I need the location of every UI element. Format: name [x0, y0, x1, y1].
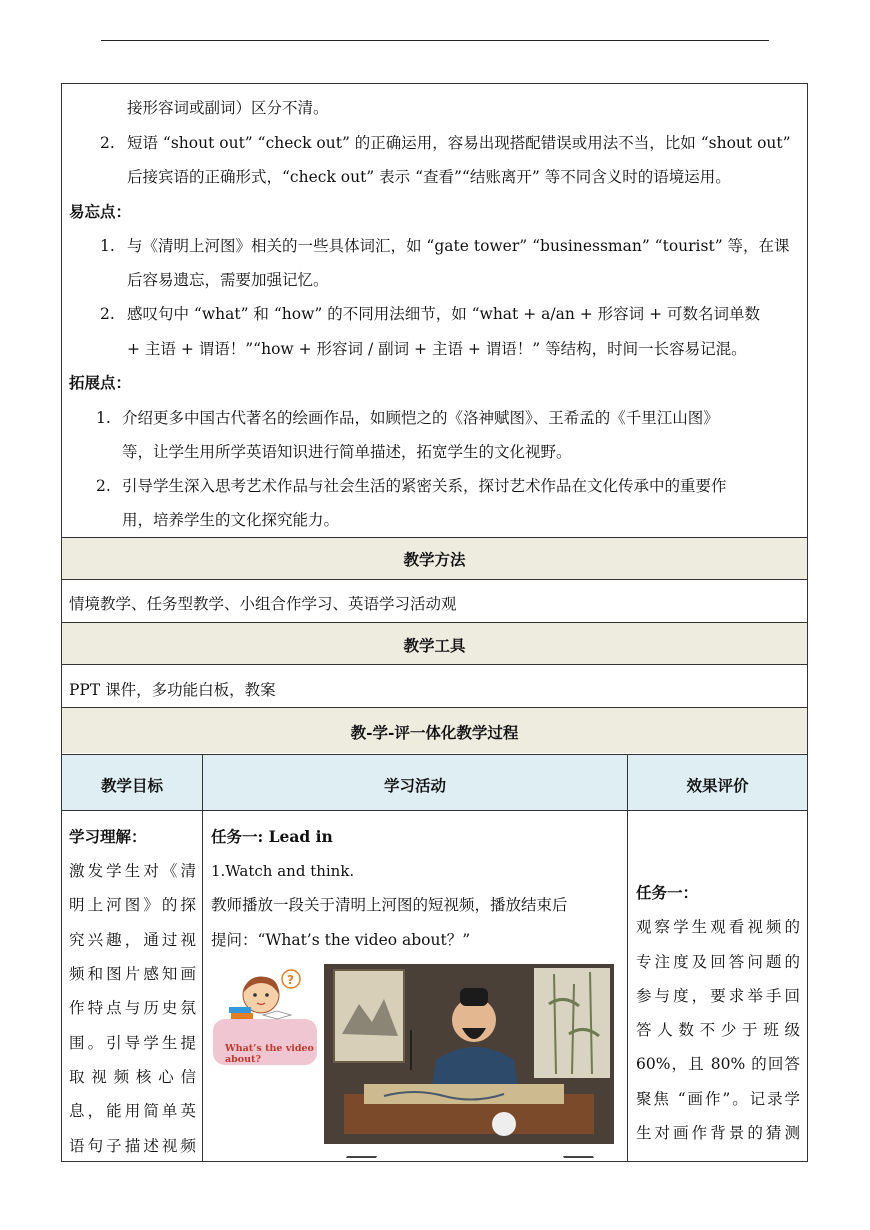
text-line: + 主语 + 谓语！”“how + 形容词 / 副词 + 主语 + 谓语！” 等结构，时间一长容易记混。	[127, 340, 747, 358]
text-line: 感叹句中 “what” 和 “how” 的不同用法细节，如 “what + a/an + 形容词 + 可数名词单数	[127, 305, 760, 323]
col-header-goal: 教学目标	[100, 776, 163, 795]
section-title-extend: 拓展点：	[69, 373, 132, 392]
goal-title: 学习理解：	[69, 827, 147, 846]
activity-desc: 提问：“What’s the video about？”	[211, 931, 471, 949]
text-line: 用，培养学生的文化探究能力。	[122, 511, 340, 529]
section-title-easy-forget: 易忘点：	[69, 202, 132, 221]
evaluation-line: 生对画作背景的猜测	[636, 1124, 800, 1142]
tools-header: 教学工具	[403, 636, 466, 655]
list-number: 1.	[100, 237, 115, 255]
evaluation-line: 专注度及回答问题的	[636, 953, 800, 971]
text-line: 后接宾语的正确形式，“check out” 表示 “查看”“结账离开” 等不同含义时的语境运用。	[127, 168, 731, 186]
text-line: 介绍更多中国古代著名的绘画作品，如顾恺之的《洛神赋图》、王希孟的《千里江山图》	[122, 409, 719, 427]
col-header-evaluation: 效果评价	[686, 776, 749, 795]
goal-line: 取视频核心信	[69, 1068, 196, 1086]
cartoon-girl-image	[213, 967, 321, 1097]
process-header: 教-学-评一体化教学过程	[350, 723, 519, 742]
goal-line: 究兴趣，通过视	[69, 931, 196, 949]
text-line: 后容易遗忘，需要加强记忆。	[127, 271, 329, 289]
evaluation-line: 60%，且 80% 的回答	[636, 1055, 800, 1073]
evaluation-line: 观察学生观看视频的	[636, 918, 800, 936]
list-number: 2.	[100, 305, 115, 323]
text-line: 与《清明上河图》相关的一些具体词汇，如 “gate tower” “businessman” “tourist” 等，在课	[127, 237, 790, 255]
list-number: 2.	[100, 134, 115, 152]
girl-reading-icon	[213, 967, 321, 1027]
goal-line: 息，能用简单英	[69, 1102, 196, 1120]
activity-step: 1.Watch and think.	[211, 862, 355, 880]
goal-line: 作特点与历史氛	[69, 999, 196, 1017]
speech-bubble: What’s the video about?	[213, 1019, 317, 1065]
text-line: 引导学生深入思考艺术作品与社会生活的紧密关系，探讨艺术作品在文化传承中的重要作	[122, 477, 727, 495]
goal-line: 围。引导学生提	[69, 1034, 196, 1052]
activity-desc: 教师播放一段关于清明上河图的短视频，播放结束后	[211, 896, 568, 914]
tools-content: PPT 课件，多功能白板，教案	[69, 681, 276, 699]
evaluation-line: 参与度，要求举手回	[636, 987, 800, 1005]
goal-line: 语句子描述视频	[69, 1137, 196, 1155]
list-number: 2.	[96, 477, 111, 495]
method-header: 教学方法	[403, 550, 466, 569]
header-rule	[101, 40, 769, 41]
task-title: 任务一: Lead in	[211, 827, 333, 846]
method-content: 情境教学、任务型教学、小组合作学习、英语学习活动观	[69, 595, 457, 613]
evaluation-title: 任务一：	[636, 883, 699, 902]
text-line: 短语 “shout out” “check out” 的正确运用，容易出现搭配错误或用法不当，比如 “shout out”	[127, 134, 791, 152]
text-line: 接形容词或副词）区分不清。	[127, 99, 329, 117]
video-frame-painter-image	[324, 964, 614, 1144]
goal-line: 明上河图》的探	[69, 896, 196, 914]
goal-line: 频和图片感知画	[69, 965, 196, 983]
list-number: 1.	[96, 409, 111, 427]
col-header-activity: 学习活动	[383, 776, 446, 795]
text-line: 等，让学生用所学英语知识进行简单描述，拓宽学生的文化视野。	[122, 443, 572, 461]
svg-text:?: ?	[287, 973, 294, 987]
goal-line: 激发学生对《清	[69, 862, 196, 880]
evaluation-line: 答人数不少于班级	[636, 1021, 800, 1039]
evaluation-line: 聚焦 “画作”。记录学	[636, 1090, 800, 1108]
